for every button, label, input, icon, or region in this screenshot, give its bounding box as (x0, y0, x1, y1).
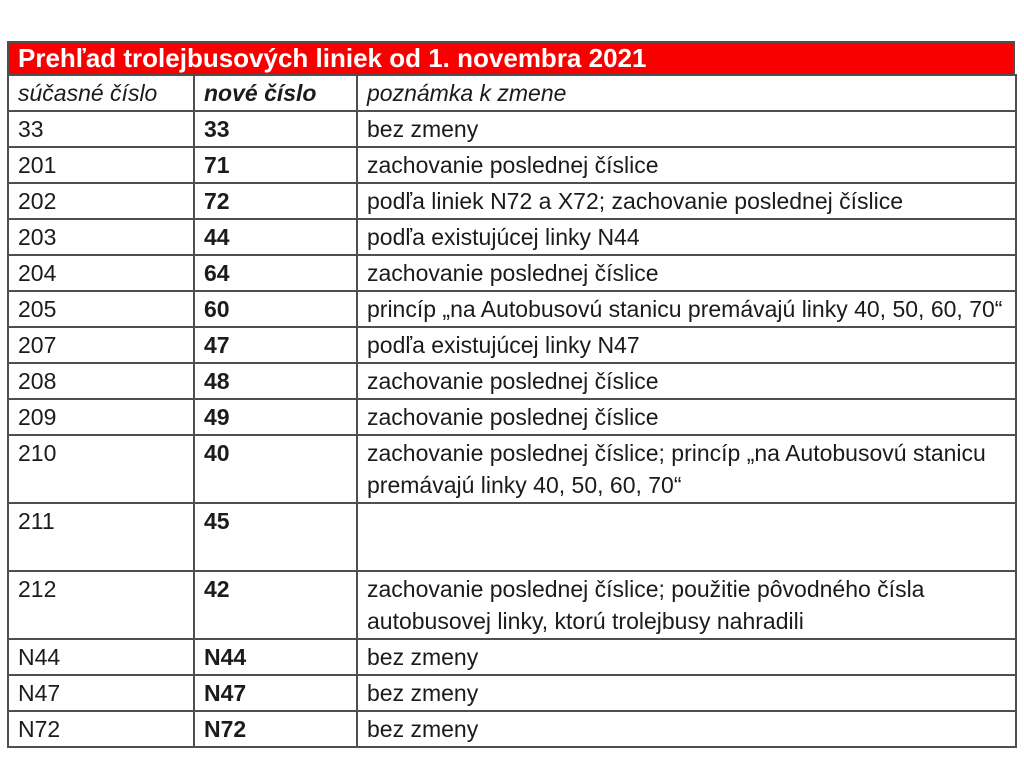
new-number-cell: 42 (194, 571, 357, 639)
new-number-cell: 40 (194, 435, 357, 503)
new-number-cell: 72 (194, 183, 357, 219)
new-number-cell: 48 (194, 363, 357, 399)
table-row (8, 711, 1016, 747)
new-number-cell: 71 (194, 147, 357, 183)
table-row (8, 327, 1016, 363)
table-row (8, 183, 1016, 219)
header-row (8, 75, 1016, 111)
new-number-cell: 64 (194, 255, 357, 291)
column-header-note: poznámka k zmene (357, 75, 1016, 111)
table-row (8, 255, 1016, 291)
current-number-cell: 208 (8, 363, 194, 399)
current-number-cell: N47 (8, 675, 194, 711)
note-cell: zachovanie poslednej číslice; použitie pôvodného čísla autobusovej linky, ktorú trolejbusy nahradili (357, 571, 1016, 639)
new-number-cell: 45 (194, 503, 357, 571)
column-header-new-number: nové číslo (194, 75, 357, 111)
current-number-cell: 202 (8, 183, 194, 219)
table-row (8, 147, 1016, 183)
current-number-cell: 203 (8, 219, 194, 255)
new-number-cell: 47 (194, 327, 357, 363)
note-cell: zachovanie poslednej číslice; princíp „na Autobusovú stanicu premávajú linky 40, 50, 60, 70“ (357, 435, 1016, 503)
note-cell: podľa existujúcej linky N44 (357, 219, 1016, 255)
new-number-cell: 33 (194, 111, 357, 147)
current-number-cell: 207 (8, 327, 194, 363)
note-cell: podľa existujúcej linky N47 (357, 327, 1016, 363)
table-row (8, 399, 1016, 435)
new-number-cell: N47 (194, 675, 357, 711)
table-row (8, 503, 1016, 571)
current-number-cell: 204 (8, 255, 194, 291)
current-number-cell: 201 (8, 147, 194, 183)
current-number-cell: 212 (8, 571, 194, 639)
note-cell: bez zmeny (357, 639, 1016, 675)
current-number-cell: N72 (8, 711, 194, 747)
column-header-current-number: súčasné číslo (8, 75, 194, 111)
table-row (8, 435, 1016, 503)
current-number-cell: 211 (8, 503, 194, 571)
current-number-cell: N44 (8, 639, 194, 675)
note-cell: podľa liniek N72 a X72; zachovanie poslednej číslice (357, 183, 1016, 219)
current-number-cell: 205 (8, 291, 194, 327)
trolleybus-lines-table (7, 41, 1015, 748)
lines-table (7, 74, 1017, 748)
new-number-cell: 60 (194, 291, 357, 327)
table-title: Prehľad trolejbusových liniek od 1. novembra 2021 (18, 43, 647, 73)
table-row (8, 675, 1016, 711)
table-body (8, 111, 1016, 747)
note-cell (357, 503, 1016, 571)
current-number-cell: 209 (8, 399, 194, 435)
table-row (8, 291, 1016, 327)
table-title-bar (7, 41, 1015, 74)
note-cell: bez zmeny (357, 675, 1016, 711)
table-row (8, 571, 1016, 639)
table-row (8, 639, 1016, 675)
table-row (8, 363, 1016, 399)
new-number-cell: 49 (194, 399, 357, 435)
new-number-cell: 44 (194, 219, 357, 255)
new-number-cell: N72 (194, 711, 357, 747)
table-row (8, 111, 1016, 147)
note-cell: zachovanie poslednej číslice (357, 147, 1016, 183)
note-cell: princíp „na Autobusovú stanicu premávajú linky 40, 50, 60, 70“ (357, 291, 1016, 327)
note-cell: zachovanie poslednej číslice (357, 255, 1016, 291)
current-number-cell: 33 (8, 111, 194, 147)
new-number-cell: N44 (194, 639, 357, 675)
note-cell: zachovanie poslednej číslice (357, 399, 1016, 435)
note-cell: zachovanie poslednej číslice (357, 363, 1016, 399)
note-cell: bez zmeny (357, 111, 1016, 147)
note-cell: bez zmeny (357, 711, 1016, 747)
current-number-cell: 210 (8, 435, 194, 503)
table-row (8, 219, 1016, 255)
